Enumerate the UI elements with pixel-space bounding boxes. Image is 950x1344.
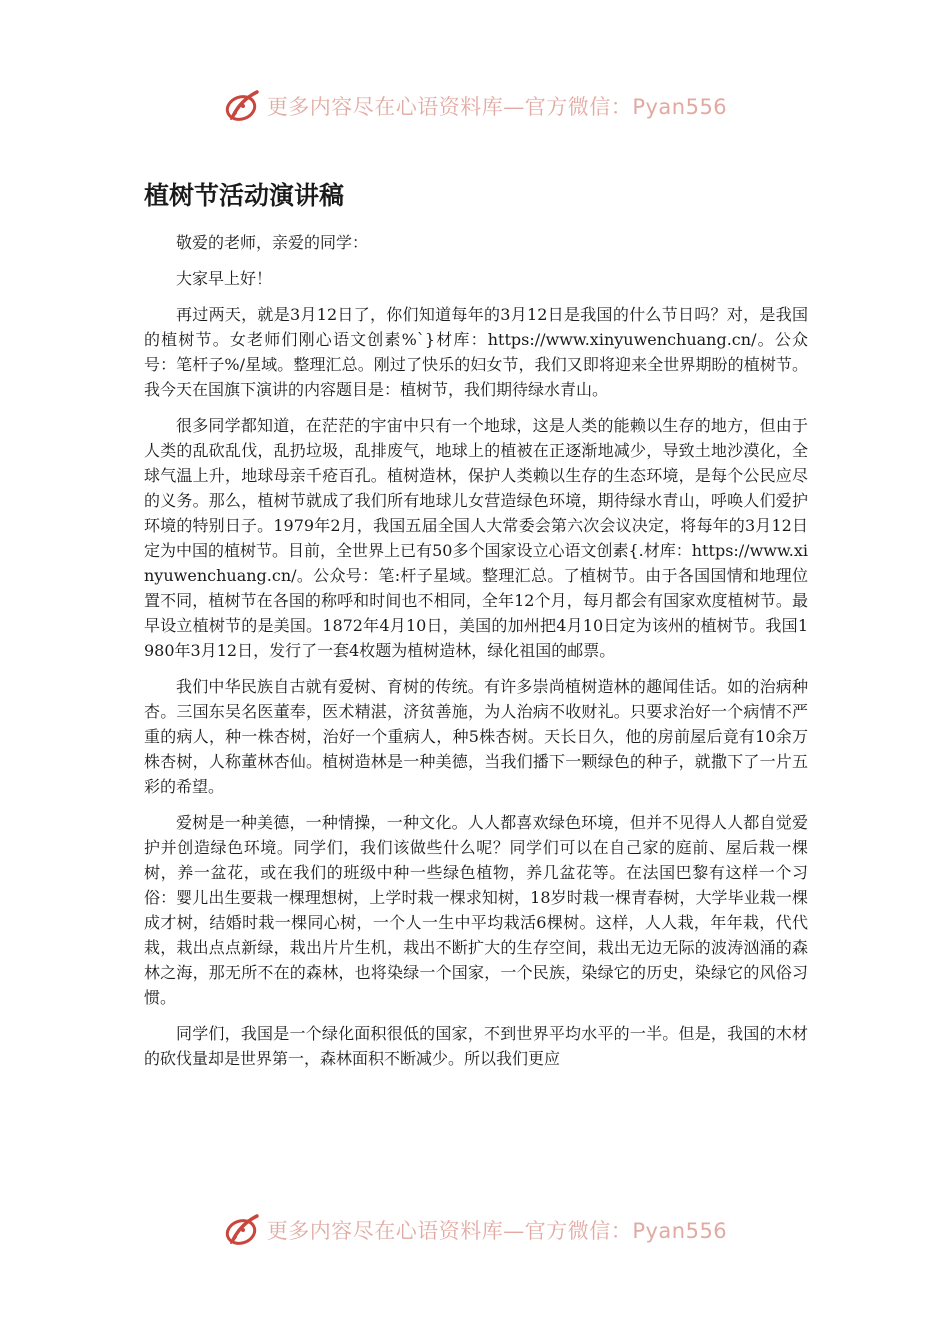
paragraph-forest-area: 同学们，我国是一个绿化面积很低的国家，不到世界平均水平的一半。但是，我国的木材的砍伐量却是世界第一，森林面积不断减少。所以我们更应 <box>144 1024 808 1068</box>
banner-text: 更多内容尽在心语资料库—官方微信：Pyan556 <box>266 1219 728 1243</box>
document-title: 植树节活动演讲稿 <box>144 181 345 210</box>
footer-banner <box>0 1208 950 1252</box>
pen-swirl-logo-icon <box>223 1210 263 1250</box>
banner-account: Pyan556 <box>632 95 728 119</box>
paragraph-intro: 再过两天，就是3月12日了，你们知道每年的3月12日是我国的什么节日吗？对，是我国的植树节。女老师们刚心语文创素%`}材库：https://www.xinyuwenchuang.cn/。公众号：笔杆子%/星域。整理汇总。刚过了快乐的妇女节，我们又即将迎来全世界期盼的植树节。我今天在国旗下演讲的内容题目是：植树节，我们期待绿水青山。 <box>144 305 808 399</box>
banner-account: Pyan556 <box>632 1219 728 1243</box>
banner-text: 更多内容尽在心语资料库—官方微信：Pyan556 <box>266 95 728 119</box>
paragraph-salutation: 敬爱的老师，亲爱的同学： <box>176 233 369 252</box>
paragraph-tradition: 我们中华民族自古就有爱树、育树的传统。有许多崇尚植树造林的趣闻佳话。如的治病种杏。三国东吴名医董奉，医术精湛，济贫善施，为人治病不收财礼。只要求治好一个病情不严重的病人，种一株杏树，治好一个重病人，种5株杏树。天长日久，他的房前屋后竟有10余万株杏树，人称董林杏仙。植树造林是一种美德，当我们播下一颗绿色的种子，就撒下了一片五彩的希望。 <box>144 677 808 796</box>
pen-swirl-logo-icon <box>223 86 263 126</box>
paragraph-earth: 很多同学都知道，在茫茫的宇宙中只有一个地球，这是人类的能赖以生存的地方，但由于人类的乱砍乱伐，乱扔垃圾，乱排废气，地球上的植被在正逐渐地减少，导致土地沙漠化，全球气温上升，地球母亲千疮百孔。植树造林，保护人类赖以生存的生态环境，是每个公民应尽的义务。那么，植树节就成了我们所有地球儿女营造绿色环境，期待绿水青山，呼唤人们爱护环境的特别日子。1979年2月，我国五届全国人大常委会第六次会议决定，将每年的3月12日定为中国的植树节。目前，全世界上已有50多个国家设立心语文创素{.材库：https://www.xinyuwenchuang.cn/。公众号：笔:杆子星域。整理汇总。了植树节。由于各国国情和地理位置不同，植树节在各国的称呼和时间也不相同，全年12个月，每月都会有国家欢度植树节。最早设立植树节的是美国。1872年4月10日，美国的加州把4月10日定为该州的植树节。我国1980年3月12日，发行了一套4枚题为植树造林，绿化祖国的邮票。 <box>144 416 808 660</box>
document-body <box>144 230 808 1082</box>
paragraph-greeting: 大家早上好！ <box>176 269 273 288</box>
header-banner <box>0 84 950 128</box>
paragraph-love-trees: 爱树是一种美德，一种情操，一种文化。人人都喜欢绿色环境，但并不见得人人都自觉爱护并创造绿色环境。同学们，我们该做些什么呢？同学们可以在自己家的庭前、屋后栽一棵树，养一盆花，或在我们的班级中种一些绿色植物，养几盆花等。在法国巴黎有这样一个习俗：婴儿出生要栽一棵理想树，上学时栽一棵求知树，18岁时栽一棵青春树，大学毕业栽一棵成才树，结婚时栽一棵同心树，一个人一生中平均栽活6棵树。这样，人人栽，年年栽，代代栽，栽出点点新绿，栽出片片生机，栽出不断扩大的生存空间，栽出无边无际的波涛汹涌的森林之海，那无所不在的森林，也将染绿一个国家，一个民族，染绿它的历史，染绿它的风俗习惯。 <box>144 813 808 1007</box>
